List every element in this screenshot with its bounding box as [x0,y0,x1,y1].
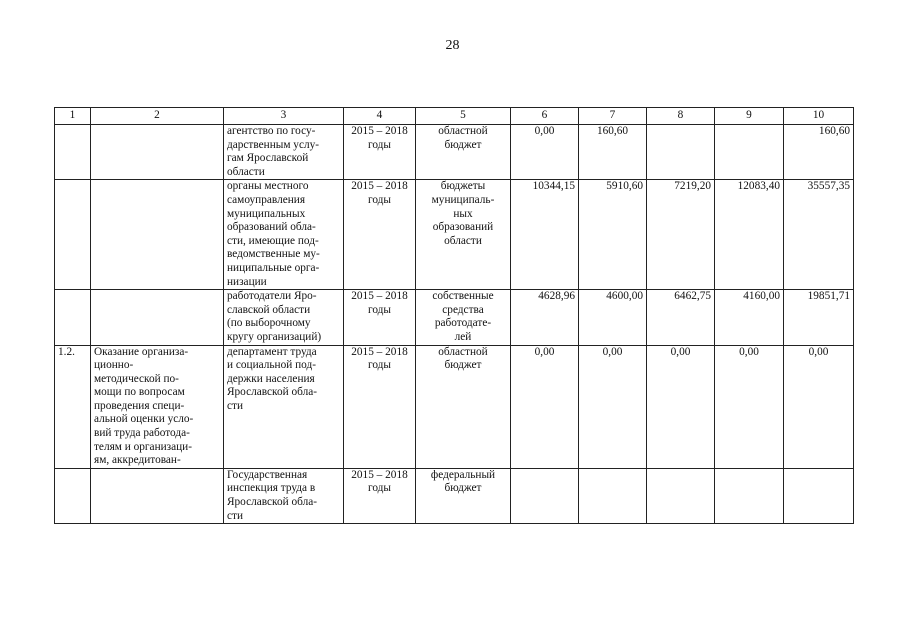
row-number-cell: 1.2. [55,345,91,468]
executor-cell: агентство по госу- дарственным услу- гам Ярославской области [224,125,344,180]
row-number-cell [55,290,91,345]
source-cell: собственные средства работодате- лей [416,290,511,345]
table-row [55,125,854,180]
period-cell: 2015 – 2018 годы [344,468,416,523]
row-number-cell [55,468,91,523]
column-header: 5 [416,108,511,125]
table-row [55,180,854,290]
activity-cell [91,468,224,523]
executor-cell: органы местного самоуправления муниципальных образований обла- сти, имеющие под- ведомственные му- ниципальные орга- низации [224,180,344,290]
column-header: 3 [224,108,344,125]
amount-cell: 7219,20 [647,180,715,290]
executor-cell: Государственная инспекция труда в Ярославской обла- сти [224,468,344,523]
column-header: 7 [579,108,647,125]
amount-cell [647,468,715,523]
amount-cell: 12083,40 [715,180,784,290]
row-number-cell [55,180,91,290]
table-row [55,345,854,468]
page-number: 28 [445,38,460,53]
amount-cell: 4600,00 [579,290,647,345]
amount-cell [647,125,715,180]
amount-cell: 6462,75 [647,290,715,345]
activity-cell [91,180,224,290]
source-cell: федеральный бюджет [416,468,511,523]
amount-cell: 10344,15 [511,180,579,290]
amount-cell: 0,00 [511,125,579,180]
table-row [55,468,854,523]
activity-cell [91,125,224,180]
column-header: 4 [344,108,416,125]
period-cell: 2015 – 2018 годы [344,345,416,468]
amount-cell: 0,00 [647,345,715,468]
amount-cell: 160,60 [784,125,854,180]
activity-cell: Оказание организа- ционно- методической по- мощи по вопросам проведения специ- альной оценки усло- вий труда работода- телям и организаци- ям, аккредитован- [91,345,224,468]
period-cell: 2015 – 2018 годы [344,180,416,290]
amount-cell [579,468,647,523]
financing-table [54,107,854,524]
amount-cell: 35557,35 [784,180,854,290]
table-row [55,290,854,345]
amount-cell [715,125,784,180]
source-cell: бюджеты муниципаль- ных образований области [416,180,511,290]
amount-cell [511,468,579,523]
column-header: 8 [647,108,715,125]
amount-cell: 0,00 [784,345,854,468]
column-header: 6 [511,108,579,125]
period-cell: 2015 – 2018 годы [344,125,416,180]
column-header: 9 [715,108,784,125]
amount-cell: 0,00 [579,345,647,468]
amount-cell [784,468,854,523]
row-number-cell [55,125,91,180]
amount-cell: 0,00 [511,345,579,468]
source-cell: областной бюджет [416,345,511,468]
executor-cell: работодатели Яро- славской области (по выборочному кругу организаций) [224,290,344,345]
column-header: 2 [91,108,224,125]
amount-cell: 19851,71 [784,290,854,345]
executor-cell: департамент труда и социальной под- держки населения Ярославской обла- сти [224,345,344,468]
amount-cell: 4628,96 [511,290,579,345]
amount-cell: 4160,00 [715,290,784,345]
amount-cell: 160,60 [579,125,647,180]
activity-cell [91,290,224,345]
column-header: 1 [55,108,91,125]
period-cell: 2015 – 2018 годы [344,290,416,345]
amount-cell: 0,00 [715,345,784,468]
amount-cell: 5910,60 [579,180,647,290]
column-header: 10 [784,108,854,125]
source-cell: областной бюджет [416,125,511,180]
table-header-row [55,108,854,125]
amount-cell [715,468,784,523]
